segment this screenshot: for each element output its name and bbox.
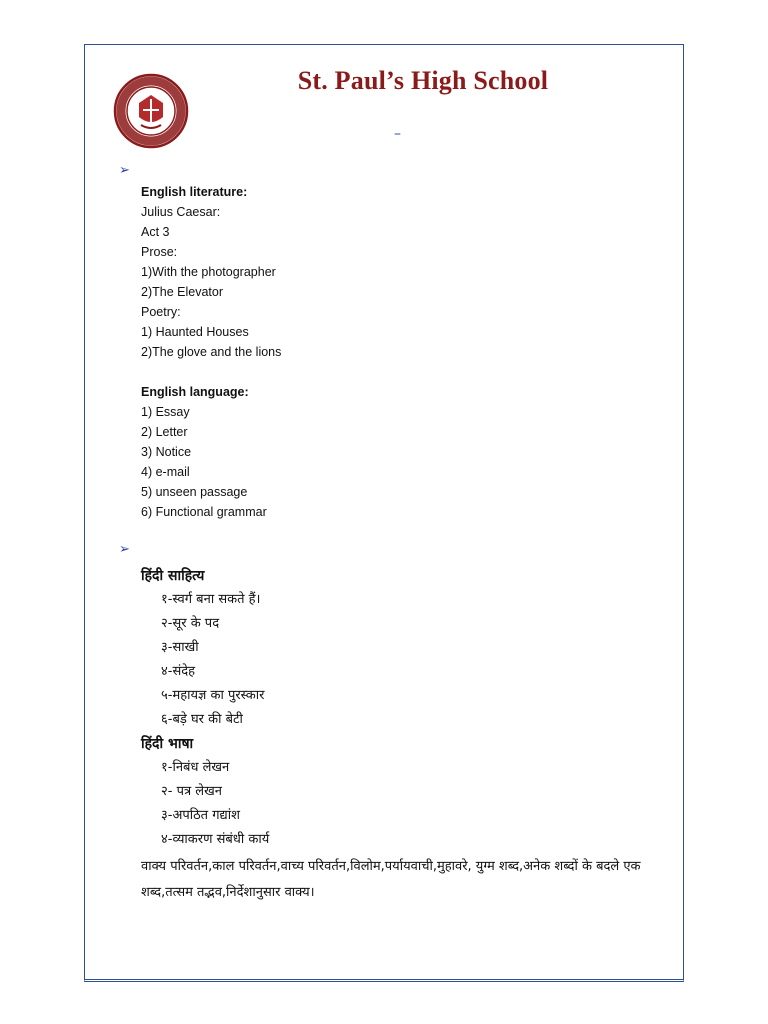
list-item: ४-संदेह (161, 664, 196, 679)
list-item: 6) Functional grammar (141, 505, 267, 519)
list-item: ३-साखी (161, 640, 199, 655)
grammar-topics-paragraph: वाक्य परिवर्तन,काल परिवर्तन,वाच्य परिवर्तन,विलोम,पर्यायवाची,मुहावरे, युग्म शब्द,अनेक शब्दों के बदले एक शब्द,तत्सम तद्भव,निर्देशानुसार वाक्य। (141, 859, 641, 900)
list-item: 4) e-mail (141, 465, 190, 479)
list-item: Poetry: (141, 305, 181, 319)
list-item: 5) unseen passage (141, 485, 248, 499)
list-item: ५-महायज्ञ का पुरस्कार (161, 688, 265, 703)
english-literature-heading: English literature: (141, 185, 248, 199)
list-item: 1) Haunted Houses (141, 325, 249, 339)
list-item: 1)With the photographer (141, 265, 276, 279)
list-item: १-निबंध लेखन (161, 760, 230, 775)
list-item: २- पत्र लेखन (161, 784, 222, 799)
list-item: १-स्वर्ग बना सकते हैं। (161, 592, 261, 607)
list-item: ६-बड़े घर की बेटी (161, 712, 243, 727)
list-item: 1) Essay (141, 405, 190, 419)
list-item: 2)The Elevator (141, 285, 223, 299)
list-item: 2) Letter (141, 425, 188, 439)
list-item: 3) Notice (141, 445, 192, 459)
english-language-heading: English language: (141, 385, 249, 399)
list-item: २-सूर के पद (161, 616, 220, 631)
spacer (141, 362, 281, 382)
list-item: ३-अपठित गद्यांश (161, 808, 240, 823)
list-item: Julius Caesar: (141, 205, 221, 219)
list-item: ४-व्याकरण संबंधी कार्य (161, 832, 270, 847)
arrow-bullet-icon: ➢ (119, 542, 130, 557)
school-crest-icon (113, 73, 189, 149)
list-item: Prose: (141, 245, 178, 259)
english-section (141, 182, 281, 522)
list-item: 2)The glove and the lions (141, 345, 282, 359)
header-dash: – (394, 126, 401, 142)
school-name-title: St. Paul’s High School (297, 66, 549, 95)
list-item: Act 3 (141, 225, 170, 239)
hindi-literature-heading: हिंदी साहित्य (141, 568, 205, 584)
hindi-language-heading: हिंदी भाषा (141, 736, 194, 752)
arrow-bullet-icon: ➢ (119, 163, 130, 178)
hindi-section (141, 564, 661, 906)
